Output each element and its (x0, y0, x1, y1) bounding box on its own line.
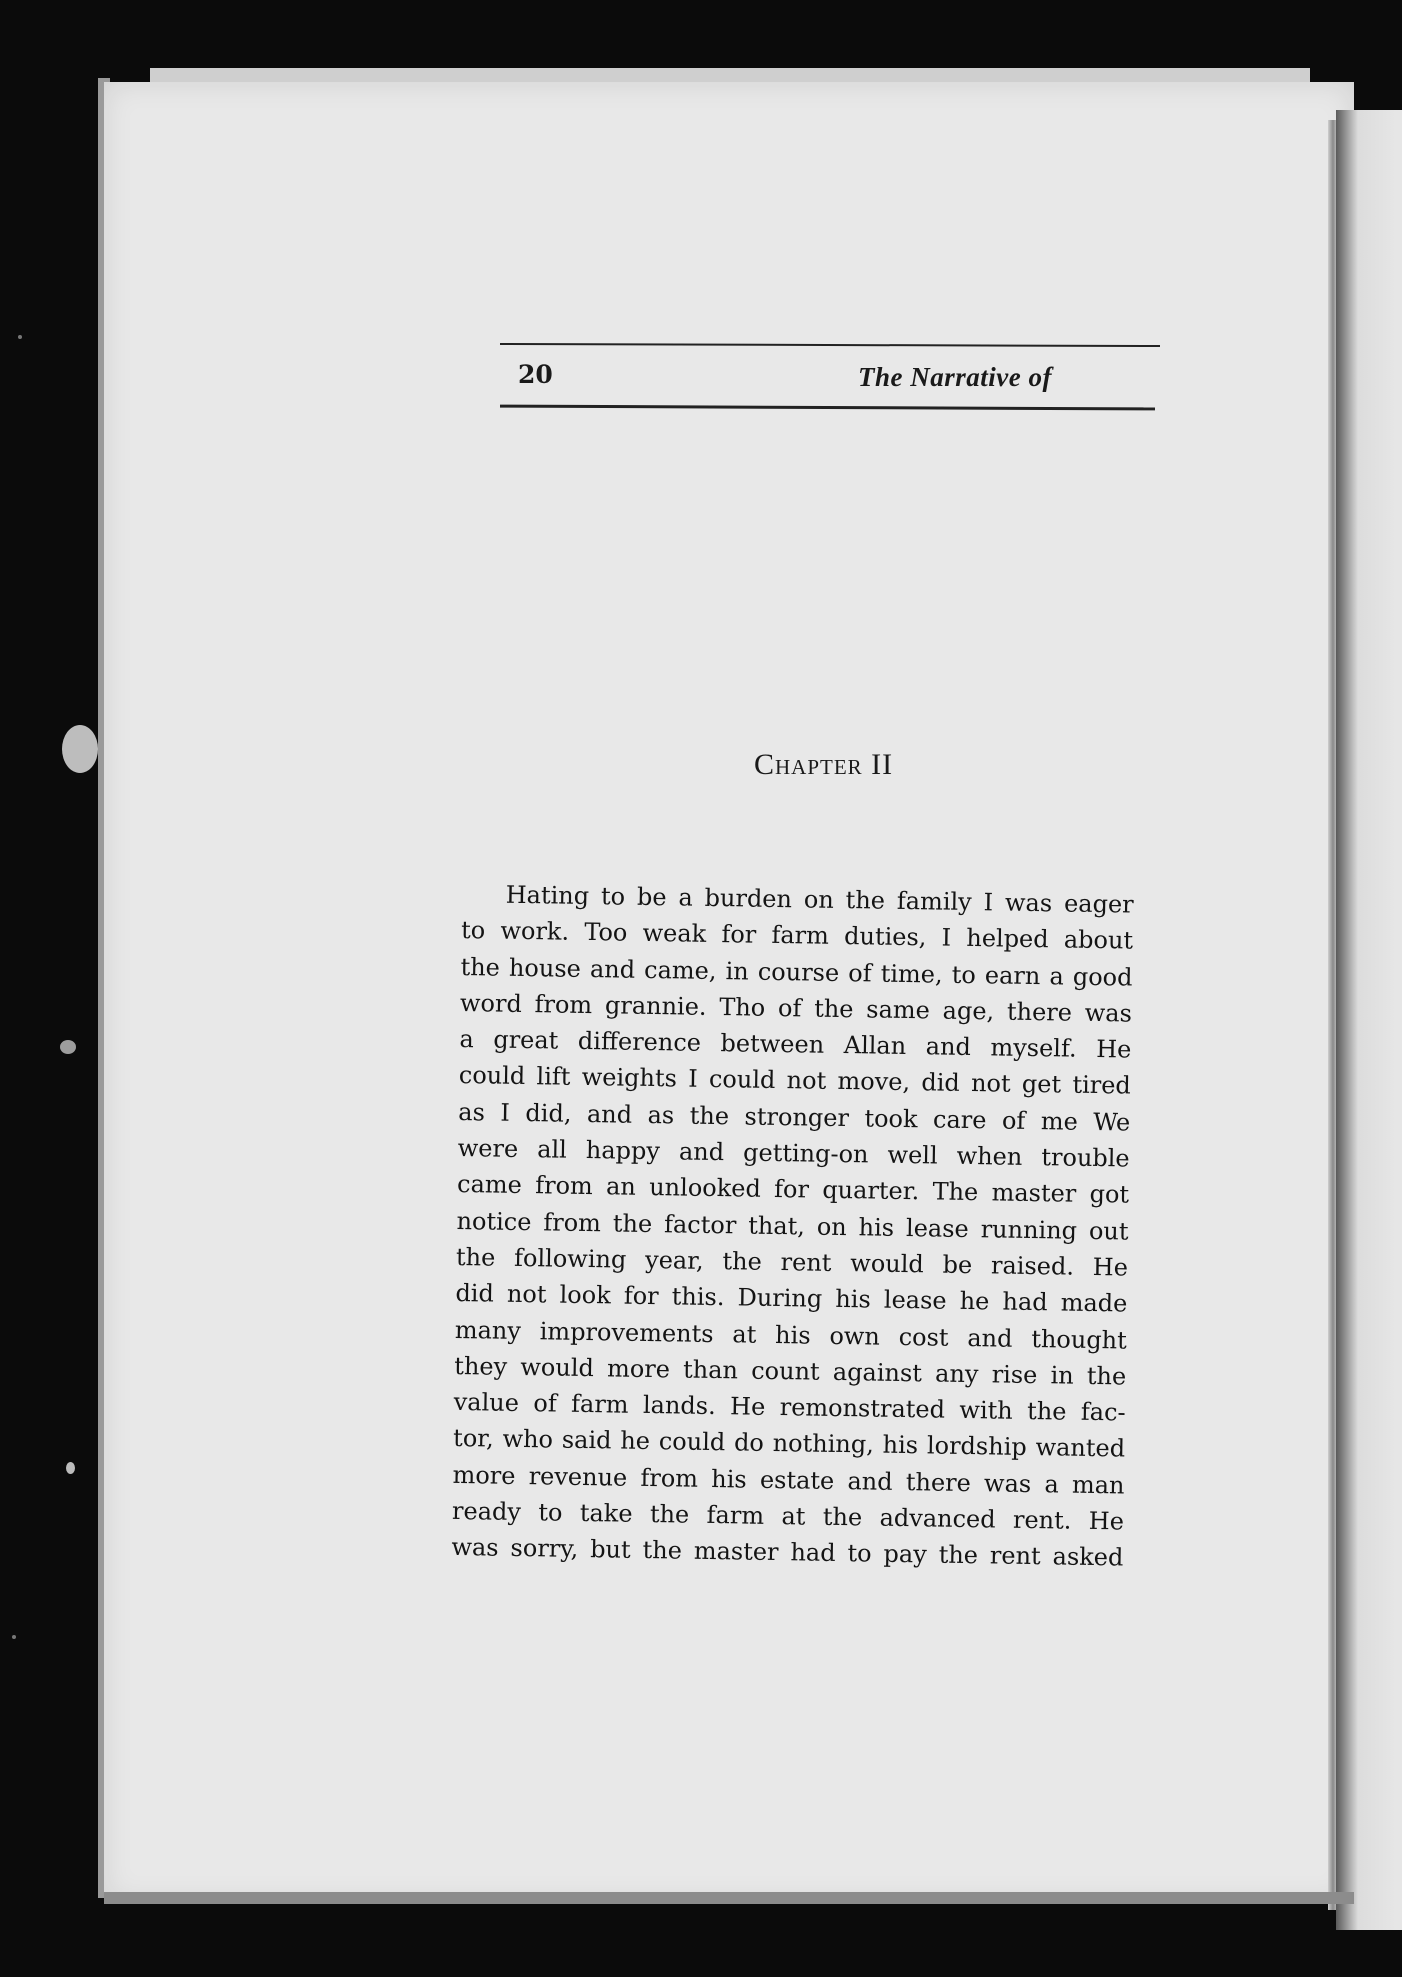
body-line: were all happy and getting-on well when trouble (457, 1134, 1130, 1173)
body-line: to work. Too weak for farm duties, I helped about (460, 916, 1134, 955)
body-line: as I did, and as the stronger took care of me We (458, 1097, 1131, 1137)
body-line: ready to take the farm at the advanced rent. He (451, 1496, 1125, 1536)
page-number: 20 (518, 360, 553, 389)
facing-page-edge (1336, 110, 1402, 1930)
body-line: the following year, the rent would be raised. He (455, 1242, 1129, 1282)
running-head-rule-top (500, 343, 1160, 347)
body-line: value of farm lands. He remonstrated with the fac- (453, 1388, 1126, 1427)
dust-speck (60, 1040, 76, 1054)
dust-speck (18, 335, 22, 339)
body-line: they would more than count against any rise in the (454, 1351, 1127, 1391)
body-line: could lift weights I could not move, did not get tired (458, 1061, 1132, 1101)
body-line: Hating to be a burden on the family I was eager (505, 880, 1134, 919)
body-line: did not look for this. During his lease he had made (455, 1279, 1128, 1318)
dust-speck (12, 1635, 16, 1639)
body-line: notice from the factor that, on his lease running out (456, 1206, 1129, 1246)
running-title: The Narrative of (858, 362, 1052, 392)
chapter-heading: Chapter II (754, 748, 894, 781)
dust-speck (62, 725, 98, 773)
page-edge-bottom (104, 1892, 1354, 1904)
body-line: the house and came, in course of time, to earn a good (460, 952, 1133, 992)
body-line: was sorry, but the master had to pay the rent asked (451, 1533, 1124, 1572)
dust-speck (66, 1462, 75, 1474)
running-head-rule-bottom (500, 405, 1155, 411)
running-head (500, 344, 1160, 434)
body-line: more revenue from his estate and there was a man (452, 1460, 1125, 1500)
body-paragraph (451, 876, 1134, 1576)
body-line: tor, who said he could do nothing, his lordship wanted (452, 1424, 1126, 1463)
body-line: word from grannie. Tho of the same age, there was (459, 988, 1133, 1028)
body-line: came from an unlooked for quarter. The master got (456, 1170, 1130, 1209)
body-line: a great difference between Allan and myself. He (459, 1025, 1132, 1064)
body-line: many improvements at his own cost and thought (454, 1315, 1128, 1355)
